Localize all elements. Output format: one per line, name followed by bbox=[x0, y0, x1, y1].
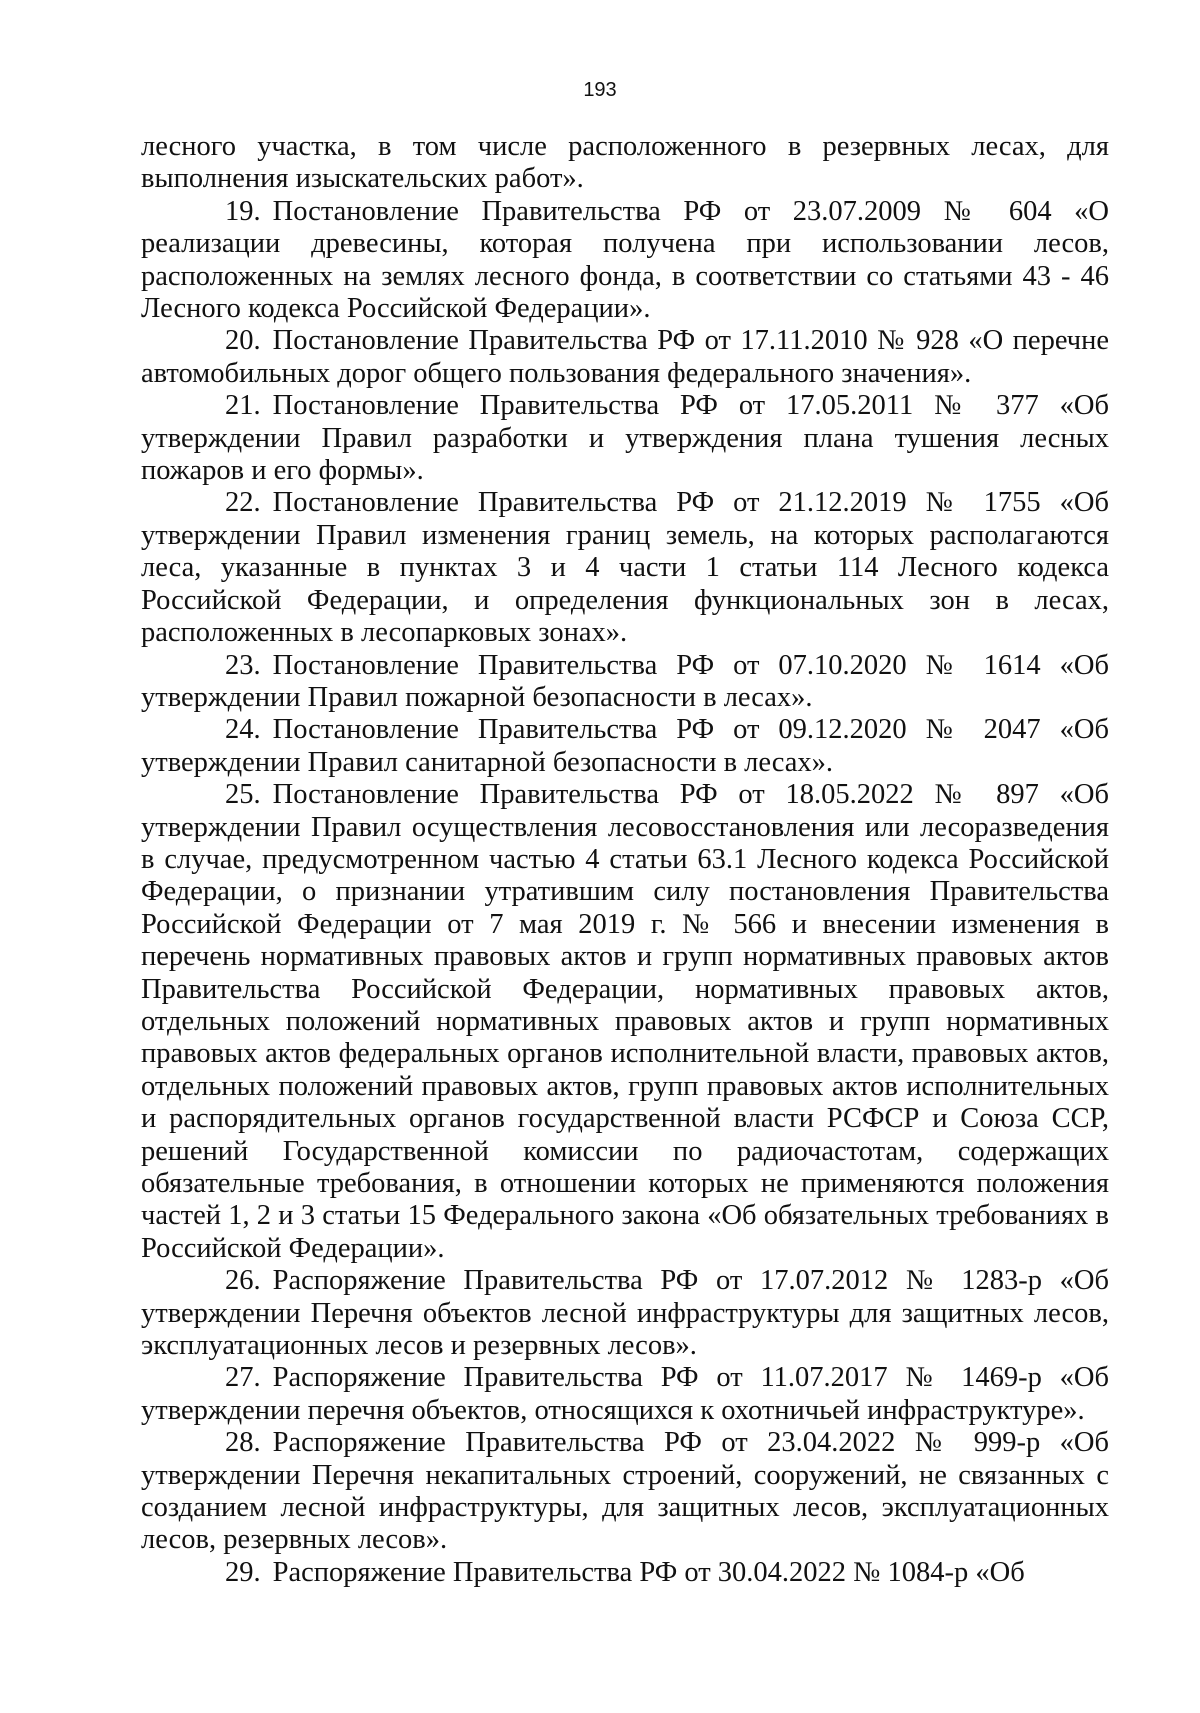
list-item bbox=[141, 1362, 1109, 1427]
list-item bbox=[141, 1427, 1109, 1557]
list-item bbox=[141, 1265, 1109, 1362]
item-number: 23. bbox=[225, 649, 261, 681]
item-number: 27. bbox=[225, 1362, 261, 1394]
list-item bbox=[141, 1557, 1109, 1589]
list-item bbox=[141, 779, 1109, 1265]
item-number: 26. bbox=[225, 1265, 261, 1297]
list-item bbox=[141, 325, 1109, 390]
item-number: 21. bbox=[225, 390, 261, 422]
list-item bbox=[141, 390, 1109, 487]
continuation-paragraph: лесного участка, в том числе расположенного в резервных лесах, для выполнения изыскательских работ». bbox=[141, 131, 1109, 195]
item-text: Распоряжение Правительства РФ от 11.07.2017 № 1469-р «Об утверждении перечня объектов, относящихся к охотничьей инфраструктуре». bbox=[141, 1362, 1109, 1426]
item-text: Постановление Правительства РФ от 07.10.2020 № 1614 «Об утверждении Правил пожарной безопасности в лесах». bbox=[141, 649, 1109, 713]
item-text: Постановление Правительства РФ от 23.07.2009 № 604 «О реализации древесины, которая получена при использовании лесов, расположенных на землях лесного фонда, в соответствии со статьями 43 - 46 Лесного кодекса Российской Федерации». bbox=[141, 195, 1109, 325]
item-text: Постановление Правительства РФ от 17.11.2010 № 928 «О перечне автомобильных дорог общего пользования федерального значения». bbox=[141, 325, 1109, 389]
item-number: 25. bbox=[225, 779, 261, 811]
item-number: 22. bbox=[225, 487, 261, 519]
item-number: 29. bbox=[225, 1556, 261, 1588]
item-number: 28. bbox=[225, 1427, 261, 1459]
item-text: Постановление Правительства РФ от 09.12.2020 № 2047 «Об утверждении Правил санитарной безопасности в лесах». bbox=[141, 714, 1109, 778]
list-item bbox=[141, 650, 1109, 715]
item-number: 24. bbox=[225, 714, 261, 746]
page-number: 193 bbox=[583, 79, 617, 101]
list-item bbox=[141, 196, 1109, 326]
item-number: 20. bbox=[225, 325, 261, 357]
item-text: Постановление Правительства РФ от 21.12.2019 № 1755 «Об утверждении Правил изменения границ земель, на которых располагаются леса, указанные в пунктах 3 и 4 части 1 статьи 114 Лесного кодекса Российской Федерации, и определения функциональных зон в лесах, расположенных в лесопарковых зонах». bbox=[141, 487, 1109, 649]
item-text: Постановление Правительства РФ от 17.05.2011 № 377 «Об утверждении Правил разработки и утверждения плана тушения лесных пожаров и его формы». bbox=[141, 390, 1109, 487]
item-text: Распоряжение Правительства РФ от 17.07.2012 № 1283-р «Об утверждении Перечня объектов лесной инфраструктуры для защитных лесов, эксплуатационных лесов и резервных лесов». bbox=[141, 1265, 1109, 1362]
list-item bbox=[141, 487, 1109, 649]
list-item bbox=[141, 714, 1109, 779]
item-text: Распоряжение Правительства РФ от 30.04.2022 № 1084-р «Об bbox=[272, 1556, 1025, 1588]
item-text: Распоряжение Правительства РФ от 23.04.2022 № 999-р «Об утверждении Перечня некапитальных строений, сооружений, не связанных с созданием лесной инфраструктуры, для защитных лесов, эксплуатационных лесов, резервных лесов». bbox=[141, 1427, 1109, 1556]
item-text: Постановление Правительства РФ от 18.05.2022 № 897 «Об утверждении Правил осуществления лесовосстановления или лесоразведения в случае, предусмотренном частью 4 статьи 63.1 Лесного кодекса Российской Федерации, о признании утратившим силу постановления Правительства Российской Федерации от 7 мая 2019 г. № 566 и внесении изменения в перечень нормативных правовых актов и групп нормативных правовых актов Правительства Российской Федерации, нормативных правовых актов, отдельных положений нормативных правовых актов и групп нормативных правовых актов федеральных органов исполнительной власти, правовых актов, отдельных положений правовых актов, групп правовых актов исполнительных и распорядительных органов государственной власти РСФСР и Союза ССР, решений Государственной комиссии по радиочастотам, содержащих обязательные требования, в отношении которых не применяются положения частей 1, 2 и 3 статьи 15 Федерального закона «Об обязательных требованиях в Российской Федерации». bbox=[141, 779, 1109, 1264]
item-number: 19. bbox=[225, 195, 261, 227]
document-body bbox=[141, 131, 1109, 1589]
